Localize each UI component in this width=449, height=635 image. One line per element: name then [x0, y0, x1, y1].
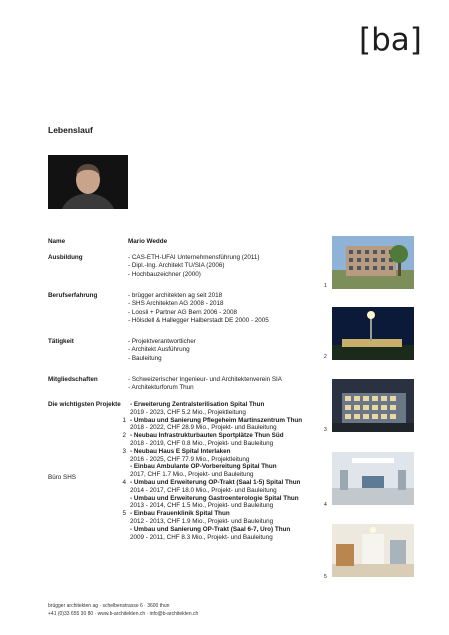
project-title: - Einbau Frauenklinik Spital Thun [130, 510, 230, 518]
row-value: Mario Wedde [128, 238, 168, 245]
project-detail: 2009 - 2011, CHF 8.3 Mio., Projekt- und Bauleitung [130, 533, 273, 541]
project-title: - Umbau und Erweiterung OP-Trakt (Saal 1-5) Spital Thun [130, 478, 301, 486]
photo-caption: 1 [324, 283, 327, 289]
project-number: 2 [122, 432, 126, 440]
project-detail: 2016 - 2025, CHF 77.9 Mio., Projektleitung [130, 455, 250, 463]
project-item [48, 401, 328, 417]
row-value: - Projektverantwortlicher [128, 338, 196, 345]
project-item [48, 510, 328, 526]
row-value: - Dipl.-Ing. Architekt TU/SIA (2006) [128, 262, 225, 270]
project-title: - Neubau Haus E Spital Interlaken [130, 447, 231, 455]
projects-label: Die wichtigsten Projekte [48, 401, 121, 408]
photo-caption: 3 [324, 427, 327, 433]
project-item [48, 417, 328, 433]
row-value: - brügger architekten ag seit 2018 [128, 292, 223, 299]
project-title: - Umbau und Sanierung OP-Trakt (Saal 6-7, Uro) Thun [130, 525, 291, 533]
project-title: - Umbau und Sanierung Pflegeheim Martinszentrum Thun [130, 416, 303, 424]
row-label: Berufserfahrung [48, 292, 98, 299]
row-value: - Architekt Ausführung [128, 346, 190, 354]
footer-contact: +41 (0)33 655 30 80 · www.b-architekten.ch · info@b-architekten.ch [48, 611, 199, 617]
row-value: - Schweizerischer Ingenieur- und Architektenverein SIA [128, 376, 282, 383]
row-value: - Hölsdell & Hallegger Halberstadt DE 2000 - 2005 [128, 316, 269, 324]
project-detail: 2012 - 2013, CHF 1.9 Mio., Projekt- und Bauleitung [130, 517, 274, 525]
row-value: - Bauleitung [128, 354, 162, 362]
project-detail: 2014 - 2017, CHF 18.0 Mio., Projekt- und Bauleitung [130, 486, 277, 494]
row-value: - Loosli + Partner AG Bern 2006 - 2008 [128, 308, 238, 316]
projects-section [48, 401, 328, 541]
project-detail: 2013 - 2014, CHF 1.5 Mio., Projekt- und Bauleitung [130, 502, 274, 510]
photo-caption: 4 [324, 502, 327, 508]
row-value: - CAS-ETH-UFAI Unternehmensführung (2011) [128, 254, 260, 261]
project-photo-2 [332, 307, 414, 360]
project-number: 4 [122, 478, 126, 486]
project-detail: 2018 - 2019, CHF 0.8 Mio., Projekt- und Bauleitung [130, 439, 274, 447]
project-item [48, 495, 328, 511]
row-label: Mitgliedschaften [48, 376, 98, 383]
project-photo-3 [332, 379, 414, 432]
row-label: Ausbildung [48, 254, 83, 261]
office-label: Büro SHS [48, 474, 76, 481]
project-item [48, 448, 328, 464]
project-item [48, 526, 328, 542]
project-item [48, 463, 328, 479]
project-title: - Erweiterung Zentralsterilisation Spital Thun [130, 401, 265, 408]
project-item [48, 479, 328, 495]
brand-logo: [ba] [359, 22, 422, 58]
row-label: Name [48, 238, 66, 245]
page-title: Lebenslauf [48, 125, 93, 135]
row-value: - SHS Architekten AG 2008 - 2018 [128, 300, 224, 308]
project-title: - Umbau und Erweiterung Gastroenterologie Spital Thun [130, 494, 299, 502]
project-photo-4 [332, 452, 414, 505]
portrait-photo [48, 155, 128, 209]
project-photo-5 [332, 524, 414, 577]
project-detail: 2018 - 2022, CHF 28.9 Mio., Projekt- und Bauleitung [130, 424, 277, 432]
row-label: Tätigkeit [48, 338, 74, 345]
project-detail: 2019 - 2023, CHF 5.2 Mio., Projektleitung [130, 408, 246, 416]
project-number: 1 [122, 416, 126, 424]
footer [48, 602, 198, 618]
photo-caption: 5 [324, 574, 327, 580]
project-detail: 2017, CHF 1.7 Mio., Projekt- und Bauleitung [130, 471, 254, 479]
project-photo-1 [332, 236, 414, 289]
project-number: 3 [122, 447, 126, 455]
project-title: - Neubau Infrastrukturbauten Sportplätze Thun Süd [130, 432, 284, 440]
project-title: - Einbau Ambulante OP-Vorbereitung Spital Thun [130, 463, 277, 471]
row-value: - Hochbauzeichner (2000) [128, 270, 201, 278]
photo-caption: 2 [324, 354, 327, 360]
row-value: - Architekturforum Thun [128, 384, 194, 392]
footer-address: brügger architekten ag · schelbenstrasse 6 · 3600 thun [48, 603, 170, 609]
project-item [48, 432, 328, 448]
project-number: 5 [122, 510, 126, 518]
